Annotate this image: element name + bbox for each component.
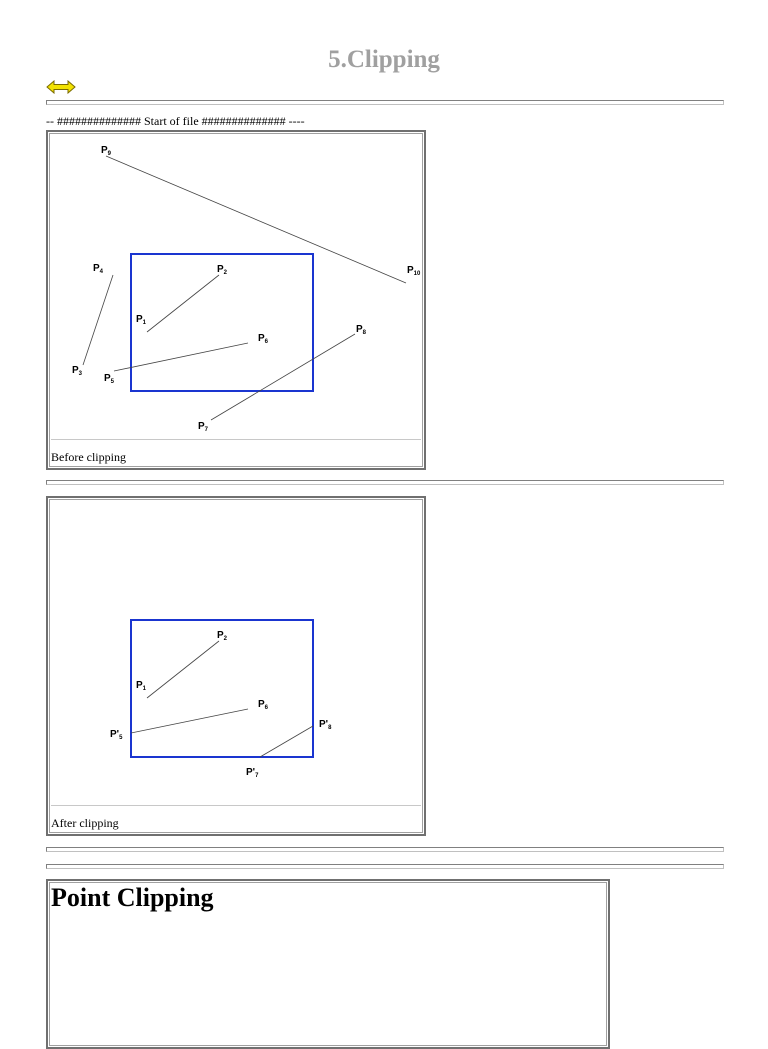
figure-caption: After clipping xyxy=(51,816,119,830)
label-p7-prime: P'7 xyxy=(246,767,259,779)
double-arrow-icon[interactable] xyxy=(46,80,76,94)
figure-after-clipping xyxy=(46,496,426,836)
segment-p9-p10 xyxy=(106,156,406,283)
label-p2: P2 xyxy=(217,630,228,642)
label-p5-prime: P'5 xyxy=(110,729,123,741)
page-title: 5.Clipping xyxy=(328,46,440,73)
caption-separator xyxy=(51,805,421,806)
segment-p5-p6 xyxy=(114,343,248,371)
label-p9: P9 xyxy=(101,145,112,157)
label-p3: P3 xyxy=(72,365,83,377)
caption-separator xyxy=(51,439,421,440)
horizontal-rule xyxy=(46,847,724,852)
segment-p5prime-p6 xyxy=(131,709,248,733)
label-p8-prime: P'8 xyxy=(319,719,332,731)
label-p2: P2 xyxy=(217,264,228,276)
segment-p3-p4 xyxy=(83,275,113,365)
segment-p1-p2 xyxy=(147,641,219,698)
label-p5: P5 xyxy=(104,373,115,385)
segment-p7prime-p8prime xyxy=(260,726,313,757)
before-clipping-diagram xyxy=(51,135,425,440)
segment-p7-p8 xyxy=(211,334,355,420)
label-p7: P7 xyxy=(198,421,209,433)
segment-p1-p2 xyxy=(147,275,219,332)
label-p1: P1 xyxy=(136,680,147,692)
label-p6: P6 xyxy=(258,333,269,345)
section-heading: Point Clipping xyxy=(51,883,214,912)
horizontal-rule xyxy=(46,100,724,105)
horizontal-rule xyxy=(46,864,724,869)
label-p8: P8 xyxy=(356,324,367,336)
label-p1: P1 xyxy=(136,314,147,326)
figure-before-clipping xyxy=(46,130,426,470)
figure-caption: Before clipping xyxy=(51,450,126,464)
start-of-file-marker: -- ############## Start of file ############## ---- xyxy=(46,114,305,128)
label-p6: P6 xyxy=(258,699,269,711)
label-p10: P10 xyxy=(407,265,421,277)
label-p4: P4 xyxy=(93,263,104,275)
after-clipping-diagram xyxy=(51,501,425,806)
horizontal-rule xyxy=(46,480,724,485)
